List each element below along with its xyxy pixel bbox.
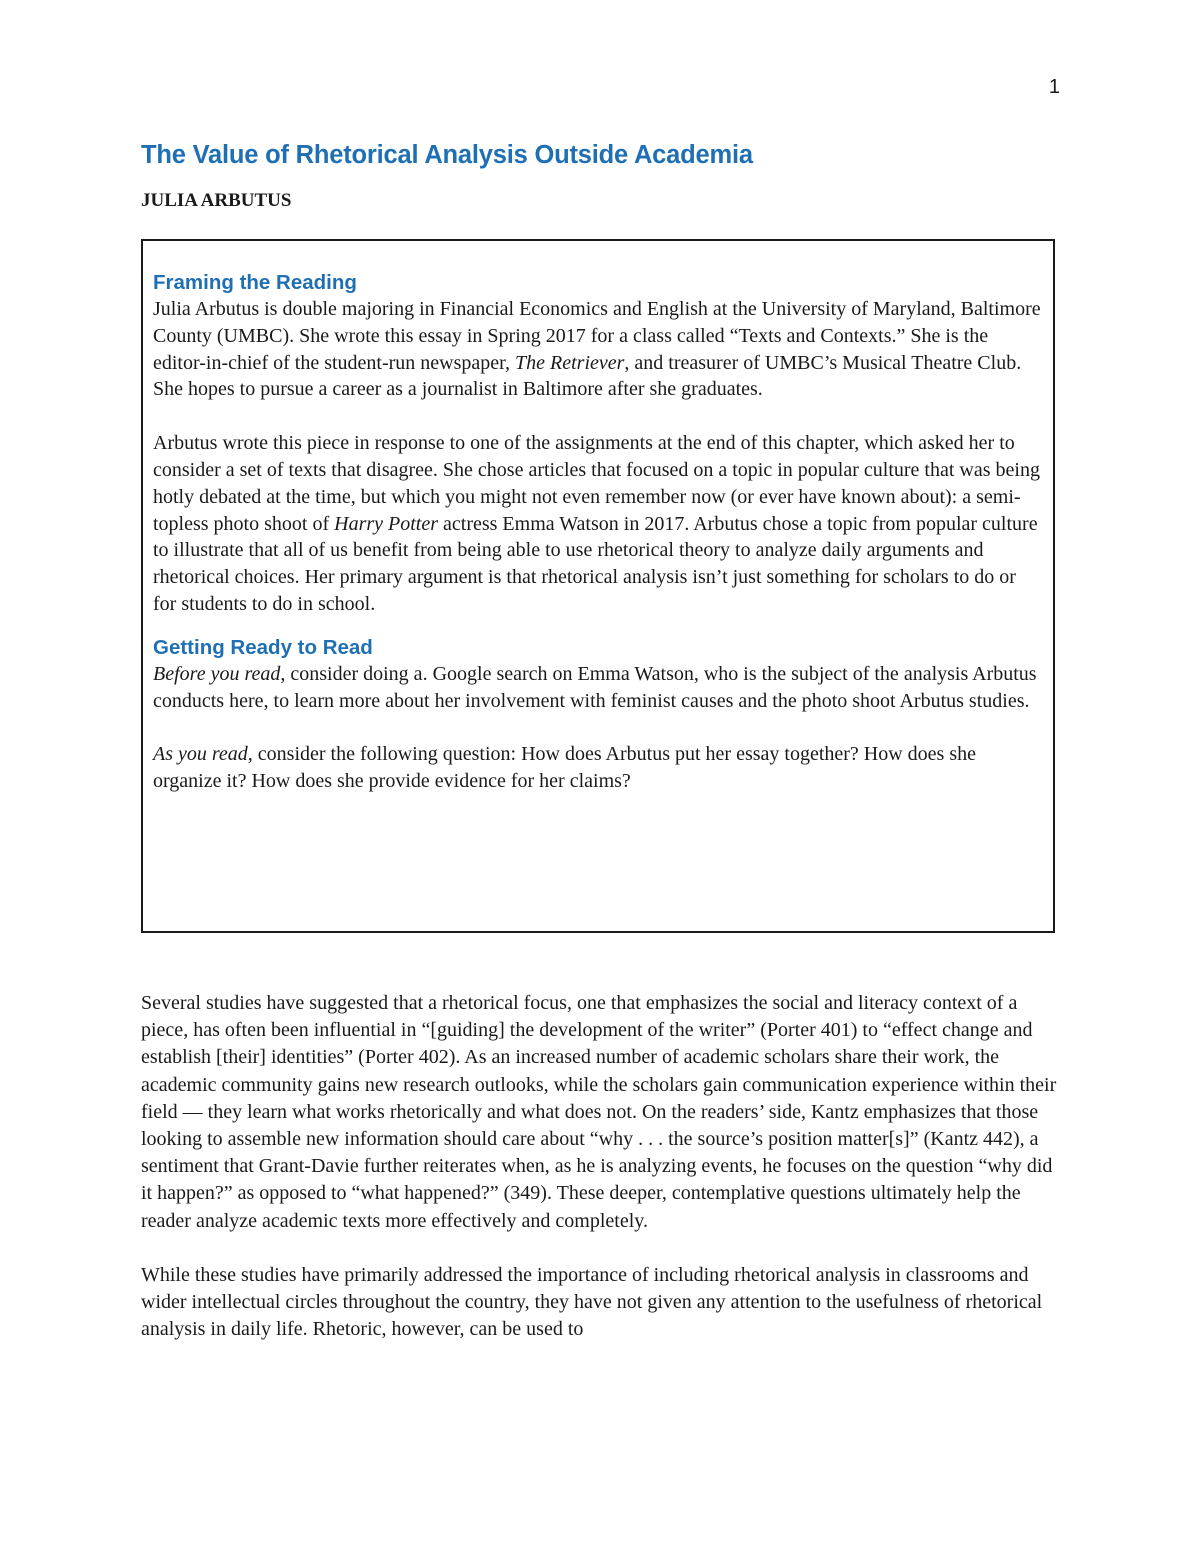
framing-box (141, 239, 1055, 933)
framing-p2-text-a: Arbutus wrote this piece in response to one of the assignments at the end of this chapter, which asked her to consider a set of texts that disagree. She chose articles that focused on a topic in popular culture that was being hotly debated at the time, but which you might not even remember now (or ever have known about): a semi-topless photo shoot of (153, 432, 1040, 535)
framing-p1-text-a: Julia Arbutus is double majoring in Financial Economics and English at the University of Maryland, Baltimore County (UMBC). She wrote this essay in Spring 2017 for a class called “Texts and Contexts.” She is the editor-in-chief of the student-run newspaper, (153, 298, 1041, 374)
as-you-read-label: As you read (153, 743, 248, 766)
framing-p1-text-b: , and treasurer of UMBC’s Musical Theatre Club. She hopes to pursue a career as a journalist in Baltimore after she graduates. (153, 351, 1022, 401)
article-title: The Value of Rhetorical Analysis Outside Academia (141, 141, 753, 169)
framing-heading: Framing the Reading (153, 271, 357, 294)
ready-paragraph-2 (153, 741, 1043, 795)
newspaper-title: The Retriever (515, 351, 625, 374)
ready-paragraph-1 (153, 661, 1043, 715)
ready-p1-text: , consider doing a. Google search on Emma Watson, who is the subject of the analysis Arbutus conducts here, to learn more about her involvement with feminist causes and the photo shoot Arbutus studies. (153, 662, 1037, 712)
framing-paragraph-2 (153, 430, 1043, 618)
ready-p2-text: , consider the following question: How does Arbutus put her essay together? How does she organize it? How does she provide evidence for her claims? (153, 743, 976, 793)
page-number: 1 (1048, 76, 1060, 98)
essay-body (141, 990, 1061, 1343)
book-title: Harry Potter (334, 512, 439, 535)
ready-heading: Getting Ready to Read (153, 635, 373, 659)
before-you-read-label: Before you read (153, 662, 281, 685)
body-paragraph-1: Several studies have suggested that a rhetorical focus, one that emphasizes the social and literacy context of a piece, has often been influential in “[guiding] the development of the writer” (Porter 401) to “effect change and establish [their] identities” (Porter 402). As an increased number of academic scholars share their work, the academic community gains new research outlooks, while the scholars gain communication experience within their field — they learn what works rhetorically and what does not. On the readers’ side, Kantz emphasizes that those looking to assemble new information should care about “why . . . the source’s position matter[s]” (Kantz 442), a sentiment that Grant-Davie further reiterates when, as he is analyzing events, he focuses on the question “why did it happen?” as opposed to “what happened?” (349). These deeper, contemplative questions ultimately help the reader analyze academic texts more effectively and completely. (141, 992, 1057, 1232)
body-paragraph-2: While these studies have primarily addressed the importance of including rhetorical analysis in classrooms and wider intellectual circles throughout the country, they have not given any attention to the usefulness of rhetorical analysis in daily life. Rhetoric, however, can be used to (141, 1263, 1043, 1341)
author-name: JULIA ARBUTUS (141, 190, 292, 211)
framing-p2-text-b: actress Emma Watson in 2017. Arbutus chose a topic from popular culture to illustrate that all of us benefit from being able to use rhetorical theory to analyze daily arguments and rhetorical choices. Her primary argument is that rhetorical analysis isn’t just something for scholars to do or for students to do in school. (153, 512, 1038, 615)
framing-paragraph-1 (153, 296, 1043, 403)
